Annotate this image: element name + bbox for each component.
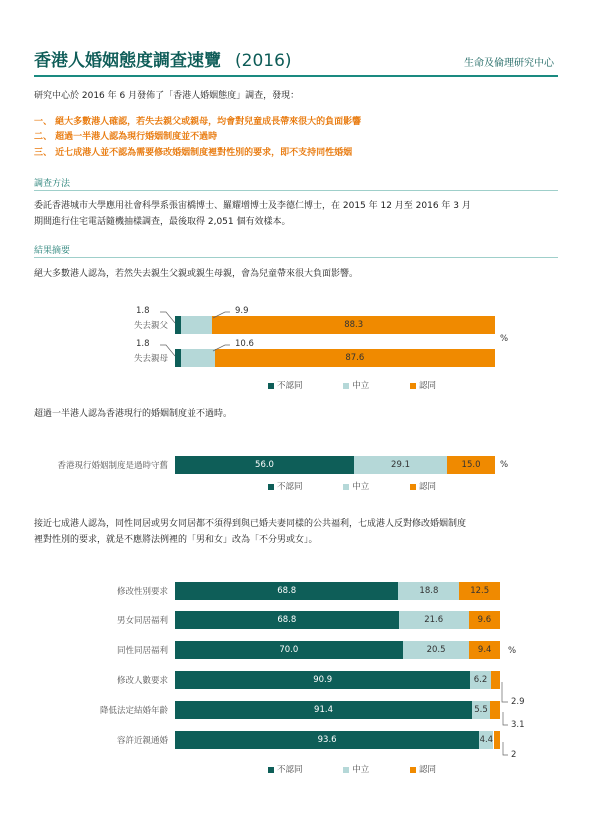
chart2-caption: 超過一半港人認為香港現行的婚姻制度並不過時。 — [34, 409, 233, 419]
legend-neutral-label: 中立 — [352, 381, 370, 391]
stacked-bar — [175, 701, 500, 719]
data-label: 15.0 — [461, 460, 481, 470]
legend-disagree-swatch — [268, 484, 274, 490]
chart2-unit: % — [500, 460, 509, 470]
legend-neutral-swatch — [343, 767, 349, 773]
data-label: 90.9 — [313, 675, 333, 685]
legend-disagree-swatch — [268, 383, 274, 389]
legend-neutral-swatch — [343, 383, 349, 389]
legend-neutral-swatch — [343, 484, 349, 490]
chart3-caption-line1: 接近七成港人認為，同性同居或男女同居都不須得到與已婚夫妻同樣的公共福利，七成港人反對修改婚姻制度 — [34, 519, 467, 529]
results-divider — [34, 257, 558, 258]
legend-agree-swatch — [410, 767, 416, 773]
stacked-bar — [175, 731, 500, 749]
data-label: 29.1 — [391, 460, 410, 470]
chart3-unit: % — [508, 646, 517, 656]
chart1-neutral-label-row1: 9.9 — [235, 306, 249, 316]
data-label: 87.6 — [345, 353, 365, 363]
legend-disagree-swatch — [268, 767, 274, 773]
legend-agree-label: 認同 — [418, 381, 436, 391]
chart3-agree-label-row5: 3.1 — [511, 720, 525, 730]
data-label: 68.8 — [277, 615, 297, 625]
chart3-agree-label-row6: 2 — [511, 750, 517, 760]
legend-agree-label: 認同 — [418, 482, 436, 492]
page-title — [34, 46, 292, 71]
chart3-legend — [268, 763, 436, 775]
method-text-line2: 期間進行住宅電話隨機抽樣調查，最後取得 2,051 個有效樣本。 — [34, 217, 291, 227]
legend-neutral-label: 中立 — [352, 482, 370, 492]
title-text: 香港人婚姻態度調查速覽 — [34, 51, 221, 71]
bar-segment-neutral — [181, 349, 215, 367]
stacked-bar — [175, 349, 495, 367]
category-label: 修改人數要求 — [116, 676, 168, 686]
data-label: 21.6 — [424, 615, 444, 625]
title-year: (2016) — [235, 51, 292, 71]
category-label: 失去親母 — [133, 354, 168, 364]
data-label: 12.5 — [470, 586, 490, 596]
stacked-bar — [175, 582, 500, 600]
stacked-bar — [175, 671, 500, 689]
data-label: 18.8 — [419, 586, 439, 596]
data-label: 56.0 — [255, 460, 274, 470]
finding-3: 三、 近七成港人並不認為需要修改婚姻制度裡對性別的要求，即不支持同性婚姻 — [34, 148, 353, 158]
legend-agree-label: 認同 — [418, 765, 436, 775]
category-label: 修改性別要求 — [116, 587, 168, 597]
category-label: 男女同居福利 — [116, 616, 168, 626]
chart1-disagree-label-row2: 1.8 — [136, 339, 150, 349]
chart1-caption: 絕大多數港人認為，若然失去親生父親或親生母親，會為兒童帶來很大負面影響。 — [34, 269, 359, 279]
finding-1: 一、 絕大多數港人確認，若失去親父或親母，均會對兒童成長帶來很大的負面影響 — [34, 117, 362, 127]
chart1-disagree-label-row1: 1.8 — [136, 306, 150, 316]
category-label: 香港現行婚姻制度是過時守舊 — [57, 461, 168, 471]
legend-disagree-label: 不認同 — [277, 381, 303, 391]
data-label: 6.2 — [473, 675, 488, 685]
data-label: 91.4 — [314, 705, 333, 715]
legend-agree-swatch — [410, 383, 416, 389]
bar-segment-neutral — [181, 316, 213, 334]
organization-name: 生命及倫理研究中心 — [464, 58, 554, 69]
stacked-bar — [175, 641, 500, 659]
category-label: 降低法定結婚年齡 — [99, 706, 168, 716]
stacked-bar — [175, 611, 500, 629]
legend-neutral-label: 中立 — [352, 765, 370, 775]
stacked-bar — [175, 456, 495, 474]
bar-segment-agree — [490, 701, 500, 719]
chart2-legend — [268, 480, 436, 492]
bar-segment-agree — [494, 731, 501, 749]
category-label: 同性同居福利 — [116, 646, 168, 656]
finding-2: 二、 超過一半港人認為現行婚姻制度並不過時 — [34, 132, 218, 142]
results-heading: 結果摘要 — [34, 246, 71, 256]
data-label: 70.0 — [279, 645, 299, 655]
method-divider — [34, 190, 558, 191]
data-label: 93.6 — [317, 735, 337, 745]
chart3-caption-line2: 裡對性別的要求，就是不應將法例裡的「男和女」改為「不分男或女」。 — [34, 535, 318, 545]
legend-agree-swatch — [410, 484, 416, 490]
header-divider — [34, 75, 558, 77]
intro-text: 研究中心於 2016 年 6 月發佈了「香港人婚姻態度」調查，發現： — [34, 91, 300, 101]
data-label: 68.8 — [277, 586, 297, 596]
chart1-legend — [268, 379, 436, 391]
legend-disagree-label: 不認同 — [277, 482, 303, 492]
chart1-unit: % — [500, 334, 509, 344]
data-label: 20.5 — [426, 645, 446, 655]
chart1-neutral-label-row2: 10.6 — [235, 339, 254, 349]
data-label: 4.4 — [479, 735, 494, 745]
category-label: 失去親父 — [133, 321, 168, 331]
bar-segment-agree — [491, 671, 500, 689]
data-label: 88.3 — [344, 320, 364, 330]
category-label: 容許近親通婚 — [116, 736, 168, 746]
method-text-line1: 委託香港城市大學應用社會科學系張宙橋博士、羅耀增博士及李德仁博士，在 2015 年 12 月至 2016 年 3 月 — [34, 201, 471, 211]
data-label: 9.4 — [477, 645, 492, 655]
method-heading: 調查方法 — [34, 179, 71, 189]
legend-disagree-label: 不認同 — [277, 765, 303, 775]
data-label: 5.5 — [474, 705, 488, 715]
chart3-agree-label-row4: 2.9 — [511, 697, 525, 707]
stacked-bar — [175, 316, 495, 334]
data-label: 9.6 — [477, 615, 492, 625]
